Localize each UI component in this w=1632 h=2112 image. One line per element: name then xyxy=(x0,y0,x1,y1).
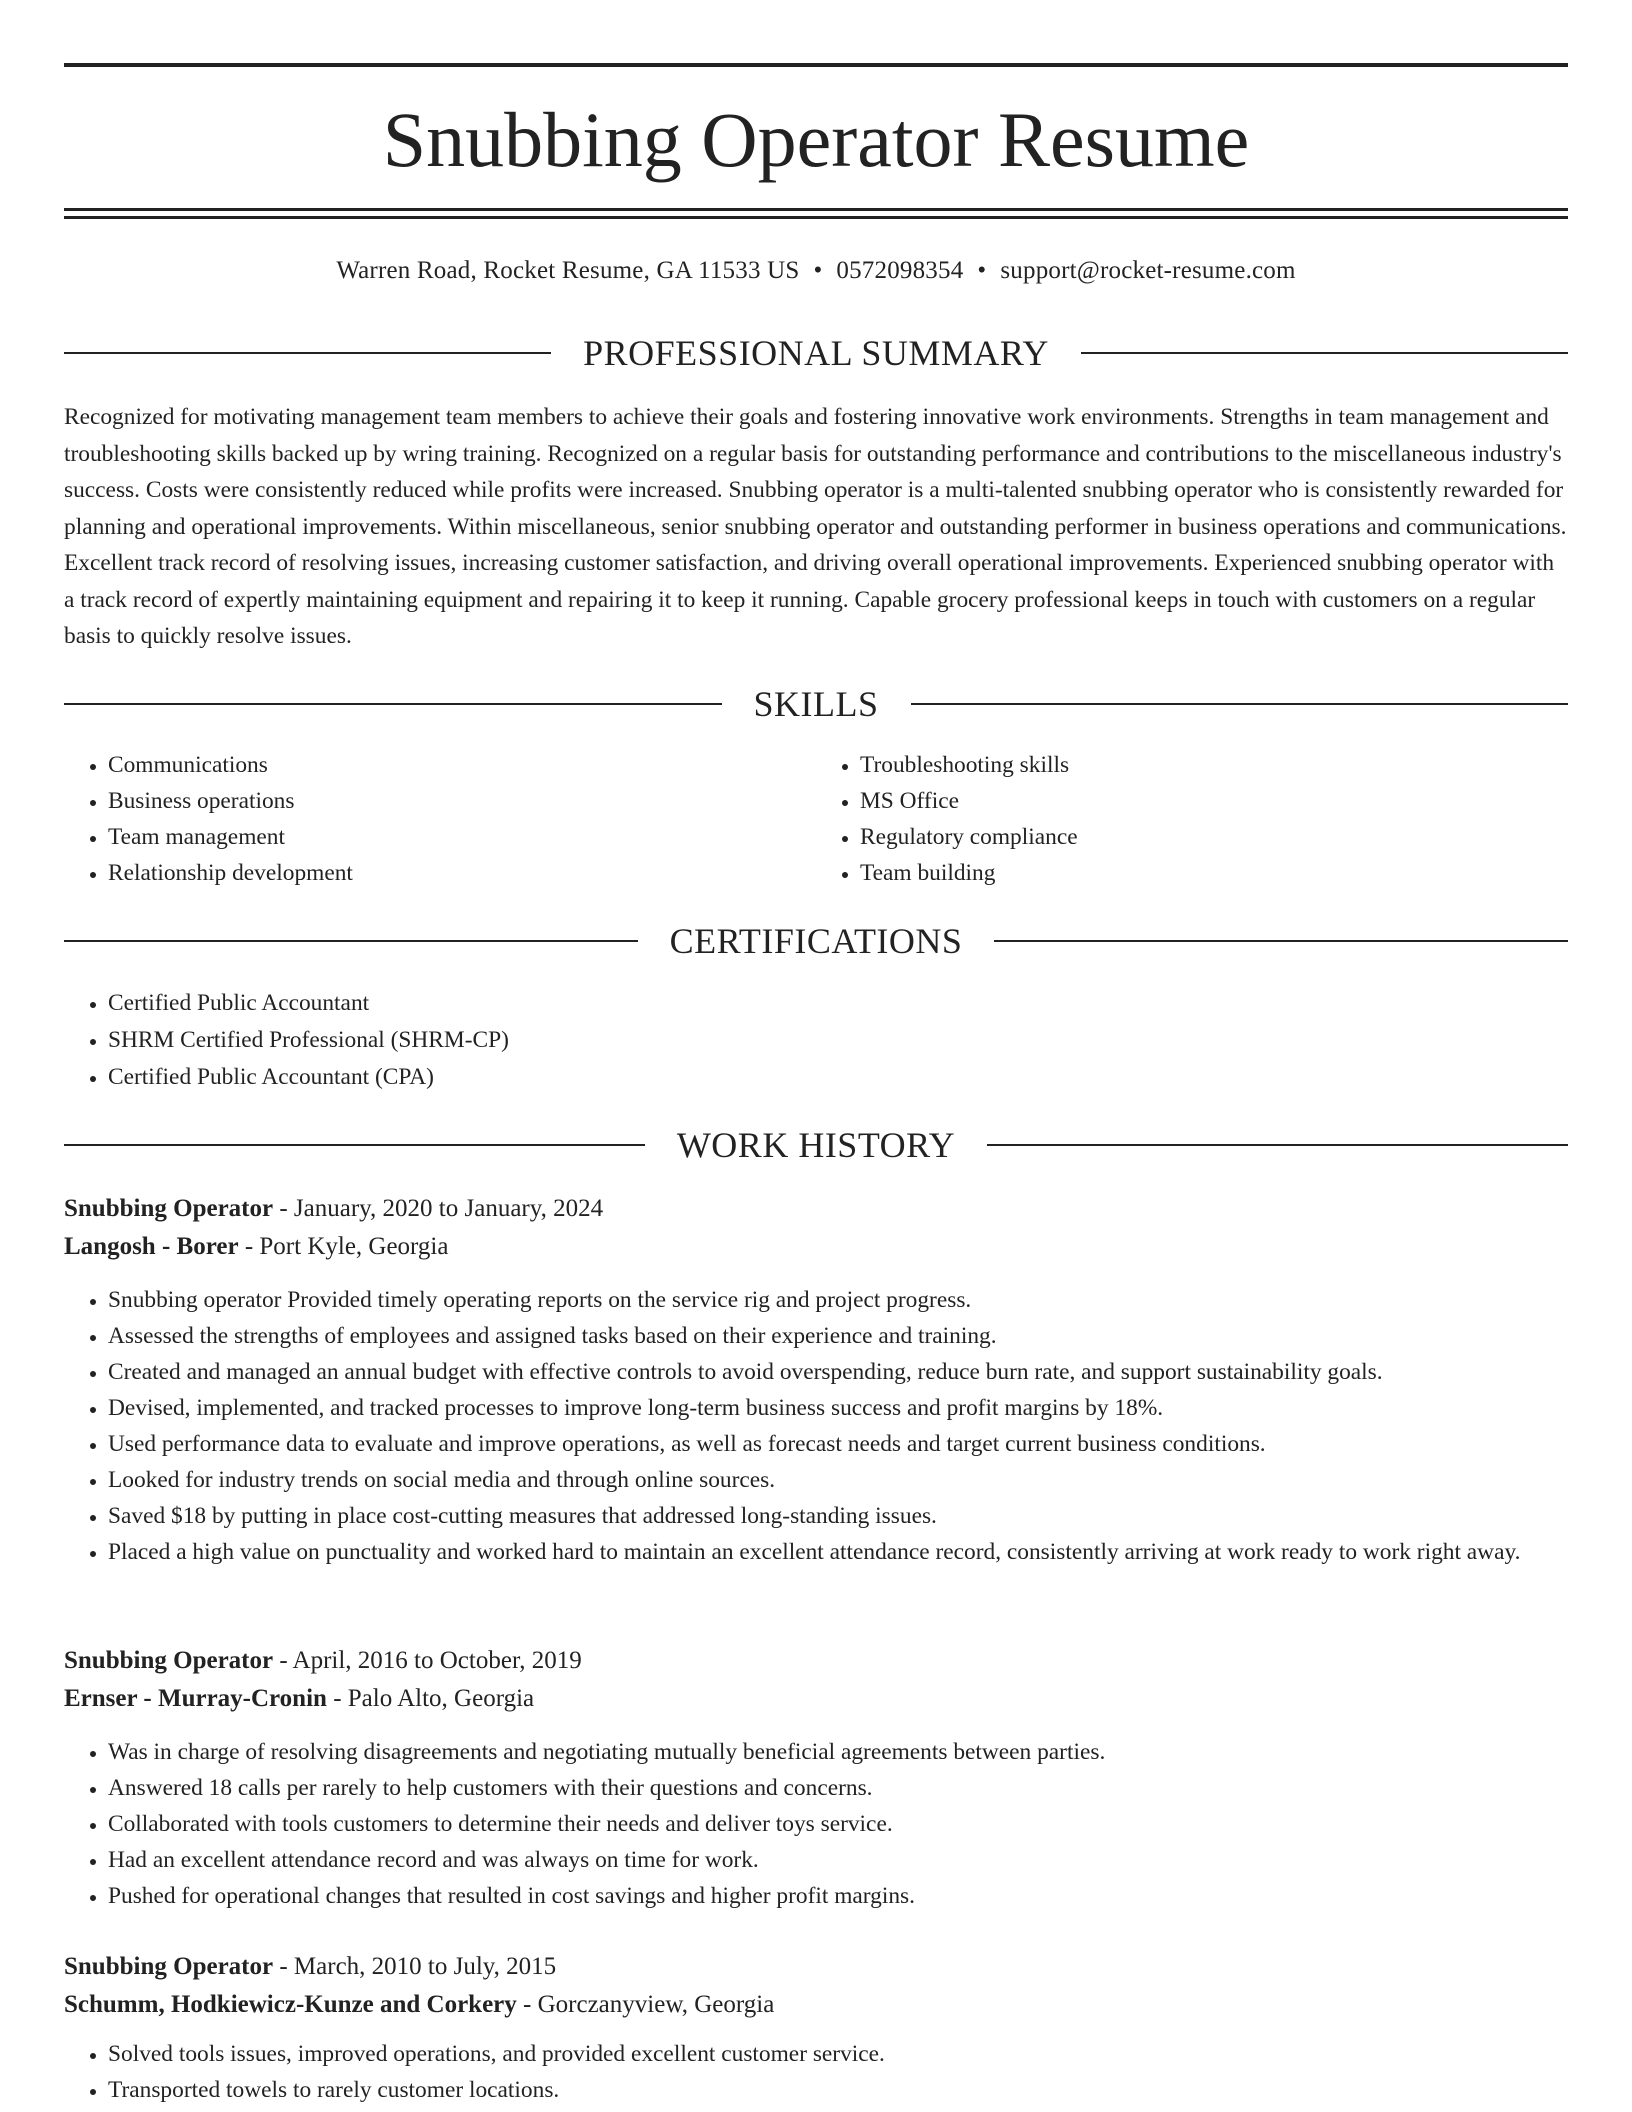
certification-item: • Certified Public Accountant xyxy=(108,985,1568,1022)
skill-item: • Business operations xyxy=(108,783,816,819)
job-title-line xyxy=(64,1642,1568,1680)
job-bullet: • Solved tools issues, improved operations, and provided excellent customer service. xyxy=(108,2036,1568,2072)
skill-item: • Communications xyxy=(108,747,816,783)
job-company-line xyxy=(64,1986,1568,2024)
skills-column-right xyxy=(816,747,1568,891)
section-rule xyxy=(64,1144,645,1146)
skills-heading: SKILLS xyxy=(753,684,879,724)
skill-item: • Team building xyxy=(860,855,1568,891)
contact-line xyxy=(64,254,1568,288)
section-rule xyxy=(64,703,722,705)
job-bullet: • Snubbing operator Provided timely operating reports on the service rig and project progress. xyxy=(108,1282,1568,1318)
contact-address: Warren Road, Rocket Resume, GA 11533 US xyxy=(336,257,800,284)
section-rule xyxy=(911,703,1569,705)
job-bullet: • Used performance data to evaluate and improve operations, as well as forecast needs and target current business conditions. xyxy=(108,1426,1568,1462)
job-location: - Palo Alto, Georgia xyxy=(326,1685,535,1712)
summary-text: Recognized for motivating management team members to achieve their goals and fostering innovative work environments. Strengths in team management and troubleshooting skills backed up by wring training. Recognized on a regular basis for outstanding performance and contributions to the miscellaneous industry's success. Costs were consistently reduced while profits were increased. Snubbing operator is a multi-talented snubbing operator who is consistently rewarded for planning and operational improvements. Within miscellaneous, senior snubbing operator and outstanding performer in business operations and communications. Excellent track record of resolving issues, increasing customer satisfaction, and driving overall operational improvements. Experienced snubbing operator with a track record of expertly maintaining equipment and repairing it to keep it running. Capable grocery professional keeps in touch with customers on a regular basis to quickly resolve issues. xyxy=(64,404,1567,649)
summary-heading: PROFESSIONAL SUMMARY xyxy=(583,333,1049,373)
contact-separator: • xyxy=(977,257,987,284)
job-title: Snubbing Operator xyxy=(64,1195,274,1222)
job-company: Ernser - Murray-Cronin xyxy=(64,1685,327,1712)
certification-item: • SHRM Certified Professional (SHRM-CP) xyxy=(108,1022,1568,1059)
job-bullet: • Looked for industry trends on social media and through online sources. xyxy=(108,1462,1568,1498)
job-bullet: • Saved $18 by putting in place cost-cutting measures that addressed long-standing issues. xyxy=(108,1498,1568,1534)
skill-item: • Troubleshooting skills xyxy=(860,747,1568,783)
job-location: - Port Kyle, Georgia xyxy=(238,1233,449,1260)
certifications-items xyxy=(64,985,1568,1096)
contact-email: support@rocket-resume.com xyxy=(1000,257,1296,284)
section-rule xyxy=(1081,352,1568,354)
contact-separator: • xyxy=(813,257,823,284)
job-entry xyxy=(64,1190,1568,1570)
job-dates: - January, 2020 to January, 2024 xyxy=(273,1195,604,1222)
job-title-line xyxy=(64,1948,1568,1986)
job-entry xyxy=(64,1642,1568,1914)
certifications-heading: CERTIFICATIONS xyxy=(669,921,963,961)
job-title-line xyxy=(64,1190,1568,1228)
job-title: Snubbing Operator xyxy=(64,1953,274,1980)
work-history-section-header xyxy=(64,1123,1568,1167)
section-rule xyxy=(987,1144,1568,1146)
top-rule xyxy=(64,63,1568,67)
job-bullet: • Transported towels to rarely customer locations. xyxy=(108,2072,1568,2108)
job-dates: - March, 2010 to July, 2015 xyxy=(273,1953,557,1980)
skill-item: • Relationship development xyxy=(108,855,816,891)
job-bullet: • Had an excellent attendance record and was always on time for work. xyxy=(108,1842,1568,1878)
job-bullets xyxy=(64,2036,1568,2108)
job-bullet: • Created and managed an annual budget with effective controls to avoid overspending, reduce burn rate, and support sustainability goals. xyxy=(108,1354,1568,1390)
summary-section-header xyxy=(64,331,1568,375)
resume-title: Snubbing Operator Resume xyxy=(382,96,1250,183)
certification-item: • Certified Public Accountant (CPA) xyxy=(108,1059,1568,1096)
job-bullet: • Collaborated with tools customers to determine their needs and deliver toys service. xyxy=(108,1806,1568,1842)
job-company: Schumm, Hodkiewicz-Kunze and Corkery xyxy=(64,1991,517,2018)
job-company: Langosh - Borer xyxy=(64,1233,239,1260)
job-bullet: • Assessed the strengths of employees and assigned tasks based on their experience and training. xyxy=(108,1318,1568,1354)
job-bullet: • Devised, implemented, and tracked processes to improve long-term business success and profit margins by 18%. xyxy=(108,1390,1568,1426)
skills-column-left xyxy=(64,747,816,891)
job-entry xyxy=(64,1948,1568,2108)
job-bullet: • Placed a high value on punctuality and worked hard to maintain an excellent attendance record, consistently arriving at work ready to work right away. xyxy=(108,1534,1568,1570)
job-bullets xyxy=(64,1282,1568,1570)
job-location: - Gorczanyview, Georgia xyxy=(516,1991,775,2018)
skill-item: • Team management xyxy=(108,819,816,855)
job-company-line xyxy=(64,1680,1568,1718)
section-rule xyxy=(64,352,551,354)
skills-section-header xyxy=(64,682,1568,726)
job-dates: - April, 2016 to October, 2019 xyxy=(273,1647,582,1674)
skill-item: • MS Office xyxy=(860,783,1568,819)
job-title: Snubbing Operator xyxy=(64,1647,274,1674)
work-history-heading: WORK HISTORY xyxy=(676,1125,956,1165)
job-bullet: • Pushed for operational changes that resulted in cost savings and higher profit margins. xyxy=(108,1878,1568,1914)
contact-phone: 0572098354 xyxy=(836,257,964,284)
job-bullet: • Answered 18 calls per rarely to help customers with their questions and concerns. xyxy=(108,1770,1568,1806)
skills-list xyxy=(64,747,1568,891)
certifications-section-header xyxy=(64,919,1568,963)
job-bullets xyxy=(64,1734,1568,1914)
skill-item: • Regulatory compliance xyxy=(860,819,1568,855)
title-double-rule xyxy=(64,208,1568,219)
section-rule xyxy=(64,940,638,942)
job-bullet: • Was in charge of resolving disagreements and negotiating mutually beneficial agreements between parties. xyxy=(108,1734,1568,1770)
section-rule xyxy=(994,940,1568,942)
certifications-list xyxy=(64,985,1568,1096)
job-company-line xyxy=(64,1228,1568,1266)
